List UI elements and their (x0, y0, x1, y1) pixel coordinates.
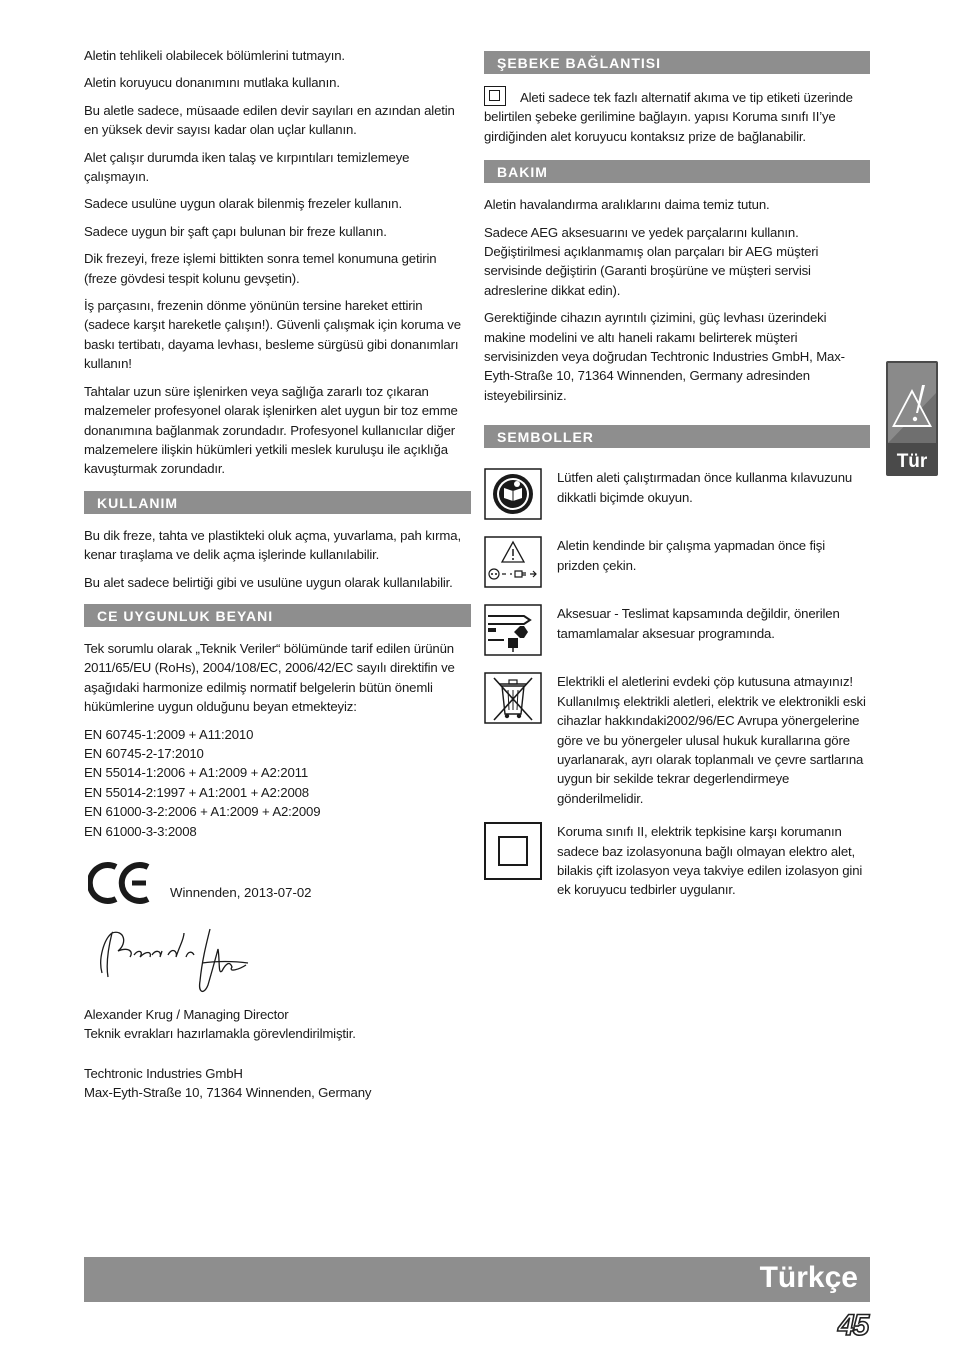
read-manual-icon (484, 468, 542, 520)
network-text: Aleti sadece tek fazlı alternatif akıma ve tip etiketi üzerinde belirtilen şebeke gerilimine bağlayın. yapısı Koruma sınıfı II’ye girdiğinden alet koruyucu kontaksız prize de bağlanabilir. (484, 90, 853, 144)
safety-paragraph: Bu aletle sadece, müsaade edilen devir sayıları en azından aletin en yüksek devir sayısı kadar olan uçlar kullanın. (84, 102, 455, 138)
safety-paragraph: Sadece usulüne uygun olarak bilenmiş frezeler kullanın. (84, 196, 402, 212)
protection-class-ii-icon (484, 86, 506, 106)
ce-company: Techtronic Industries GmbH (84, 1065, 243, 1081)
safety-paragraph: Sadece uygun bir şaft çapı bulunan bir freze kullanın. (84, 223, 387, 239)
network-heading: ŞEBEKE BAĞLANTISI (484, 51, 870, 74)
usage-paragraph: Bu alet sadece belirtiği gibi ve usulüne uygun olarak kullanılabilir. (84, 574, 453, 590)
symbol-row (484, 604, 870, 658)
ce-standard: EN 61000-3-2:2006 + A1:2009 + A2:2009 (84, 804, 321, 820)
footer-language-bar (84, 1257, 870, 1302)
unplug-warning-icon (484, 536, 542, 588)
safety-paragraph: Aletin tehlikeli olabilecek bölümlerini tutmayın. (84, 48, 345, 63)
ce-standard: EN 55014-2:1997 + A1:2001 + A2:2008 (84, 784, 309, 800)
symbol-text: Lütfen aleti çalıştırmadan önce kullanma kılavuzunu dikkatli biçimde okuyun. (557, 470, 853, 505)
ce-mark-row (84, 859, 471, 913)
safety-paragraph: Aletin koruyucu donanımını mutlaka kullanın. (84, 75, 340, 91)
symbol-text: Aksesuar - Teslimat kapsamında değildir, önerilen tamamlamalar aksesuar programında. (557, 606, 840, 641)
safety-paragraph: Dik frezeyi, freze işlemi bittikten sonra temel konumuna getirin (freze gövdesi tespit kolunu gevşetin). (84, 251, 437, 286)
weee-bin-icon (484, 672, 542, 724)
ce-heading: CE UYGUNLUK BEYANI (84, 604, 471, 627)
accessory-icon (484, 604, 542, 656)
ce-signer: Alexander Krug / Managing Director (84, 1007, 289, 1022)
ce-mark-logo (88, 859, 154, 907)
usage-paragraph: Bu dik freze, tahta ve plastikteki oluk açma, yuvarlama, pah kırma, kenar tıraşlama ve delik açma işlerinde kullanılabilir. (84, 527, 461, 563)
safety-paragraph: Alet çalışır durumda iken talaş ve kırpıntıları temizlemeye çalışmayın. (84, 149, 410, 185)
side-tab (886, 361, 938, 476)
ce-address: Max-Eyth-Straße 10, 71364 Winnenden, Germany (84, 1085, 372, 1101)
side-tab-label: Tür (896, 451, 928, 472)
page-number: 45 (838, 1309, 868, 1342)
ce-standard: EN 60745-1:2009 + A11:2010 (84, 726, 254, 742)
safety-paragraph: İş parçasını, frezenin dönme yönünün tersine hareket ettirin (sadece karşıt hareketle çalışın!). Güvenli çalışmak için koruma ve baskı tertibatı, dayama levhası, besleme sürgüsü gibi donanımları kullanın! (84, 298, 461, 372)
ce-signer-note: Teknik evrakları hazırlamakla görevlendirilmiştir. (84, 1026, 356, 1042)
footer-language-title: Türkçe (759, 1261, 858, 1294)
signature (90, 921, 250, 1001)
symbol-row (484, 468, 870, 522)
maintenance-paragraph: Aletin havalandırma aralıklarını daima temiz tutun. (484, 197, 770, 213)
ce-intro: Tek sorumlu olarak „Teknik Veriler“ bölümünde tarif edilen ürünün 2011/65/EU (RoHs), 2004/108/EC, 2006/42/EC sayılı direktifin ve aşağıdaki harmonize edilmiş normatif belgelerin bütün önemli hükümlerine uygun olduğunu beyan etmekteyiz: (84, 640, 455, 715)
symbol-text: Aletin kendinde bir çalışma yapmadan önce fişi prizden çekin. (557, 538, 825, 573)
symbol-text: Elektrikli el aletlerini evdeki çöp kutusuna atmayınız! Kullanılmış elektrikli aletleri, elektrik ve elektronikli eski cihazlar hakkındaki2002/96/EC Avrupa yönergelerine göre ve bu yönergeler ulusal hukuk kurallarına göre uyarlanarak, ayrı olarak toplanmalı ve çevre sartlarına uygun bir sekilde tekrar degerlendirmeye gönderilmelidir. (557, 674, 866, 806)
left-column (84, 46, 471, 1111)
symbol-row (484, 822, 870, 900)
maintenance-paragraph: Sadece AEG aksesuarını ve yedek parçalarını kullanın. Değiştirilmesi açıklanmamış olan parçaları bir AEG müşteri servisinde değiştirin (Garanti broşürüne ve müşteri servisi adreslerine dikkat edin). (484, 224, 819, 298)
symbols-heading: SEMBOLLER (484, 425, 870, 448)
right-column (484, 46, 870, 914)
protection-class-ii-icon (484, 822, 542, 880)
maintenance-paragraph: Gerektiğinde cihazın ayrıntılı çizimini, güç levhası üzerindeki makine modelini ve altı haneli rakamı belirterek müşteri servisinizden veya doğrudan Techtronic Industries GmbH, Max-Eyth-Straße 10, 71364 Winnenden, Germany adresinden isteyebilirsiniz. (484, 310, 845, 403)
side-tab-icon-area (888, 363, 936, 443)
symbol-row (484, 672, 870, 808)
ce-standard: EN 60745-2-17:2010 (84, 745, 204, 761)
symbol-text: Koruma sınıfı II, elektrik tepkisine karşı korumanın sadece baz izolasyonuna bağlı olmayan elektro alet, bilakis çift izolasyon veya takviye edilen izolasyon gini ek koruyucu tedbirler uygulanır. (557, 824, 863, 898)
usage-heading: KULLANIM (84, 491, 471, 514)
ce-standard: EN 61000-3-3:2008 (84, 823, 197, 839)
network-paragraph (484, 86, 870, 146)
ce-date: Winnenden, 2013-07-02 (170, 885, 312, 900)
symbol-row (484, 536, 870, 590)
safety-paragraph: Tahtalar uzun süre işlenirken veya sağlığa zararlı toz çıkaran malzemeler profesyonel olarak işlenirken alet uygun bir toz emme donanımına bağlanmak zorundadır. Profesyonel kullanıcılar diğer malzemelere ilişkin hükümleri yetkili meslek kuruluşu ile açıklığa kavuşturmak zorundadır. (84, 383, 458, 477)
warning-exclamation-icon (888, 363, 936, 443)
maintenance-heading: BAKIM (484, 160, 870, 183)
ce-standard: EN 55014-1:2006 + A1:2009 + A2:2011 (84, 765, 309, 781)
